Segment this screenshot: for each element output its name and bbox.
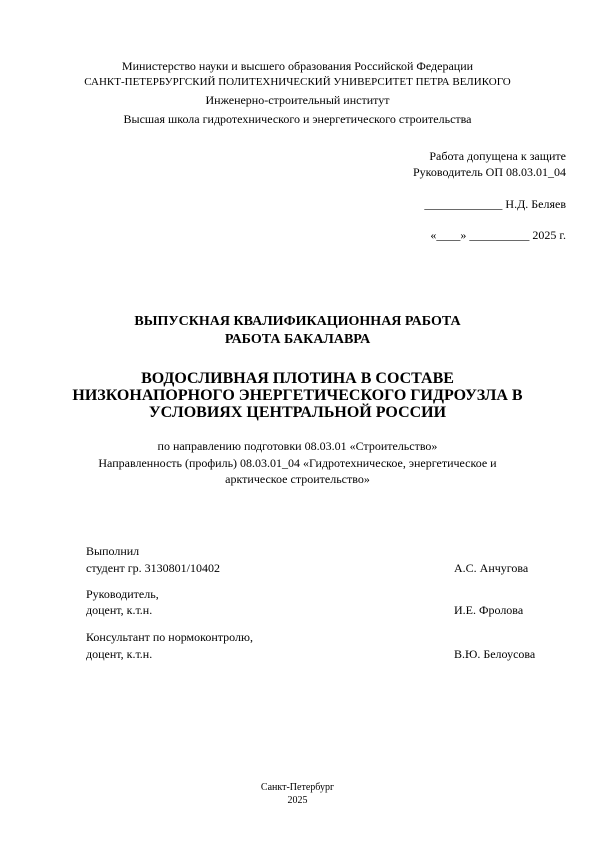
thesis-title-line-2: НИЗКОНАПОРНОГО ЭНЕРГЕТИЧЕСКОГО ГИДРОУЗЛА В	[72, 387, 523, 404]
consultant-role: Консультант по нормоконтролю,	[86, 630, 253, 644]
approval-date: «____» __________ 2025 г.	[430, 228, 566, 242]
thesis-title-line-1: ВОДОСЛИВНАЯ ПЛОТИНА В СОСТАВЕ	[141, 370, 454, 387]
school-line: Высшая школа гидротехнического и энергетического строительства	[123, 112, 472, 126]
university-line: САНКТ-ПЕТЕРБУРГСКИЙ ПОЛИТЕХНИЧЕСКИЙ УНИВЕРСИТЕТ ПЕТРА ВЕЛИКОГО	[84, 76, 511, 88]
work-type-line-1: ВЫПУСКНАЯ КВАЛИФИКАЦИОННАЯ РАБОТА	[134, 314, 461, 329]
student-name: А.С. Анчугова	[454, 561, 529, 575]
approval-line-2: Руководитель ОП 08.03.01_04	[412, 165, 566, 179]
direction-line-2: Направленность (профиль) 08.03.01_04 «Гидротехническое, энергетическое и	[98, 456, 497, 470]
direction-line-3: арктическое строительство»	[225, 472, 370, 486]
ministry-line: Министерство науки и высшего образования Российской Федерации	[121, 59, 474, 73]
work-type-line-2: РАБОТА БАКАЛАВРА	[224, 332, 371, 347]
institute-line: Инженерно-строительный институт	[205, 93, 390, 107]
footer-year: 2025	[287, 795, 308, 806]
footer-city: Санкт-Петербург	[260, 782, 335, 793]
consultant-title: доцент, к.т.н.	[86, 647, 153, 661]
approval-line-1: Работа допущена к защите	[429, 149, 566, 163]
consultant-name: В.Ю. Белоусова	[454, 647, 536, 661]
supervisor-name: И.Е. Фролова	[454, 603, 524, 617]
direction-line-1: по направлению подготовки 08.03.01 «Строительство»	[157, 439, 438, 453]
approval-signature: _____________ Н.Д. Беляев	[424, 197, 566, 211]
student-role: Выполнил	[86, 544, 140, 558]
supervisor-title: доцент, к.т.н.	[86, 603, 153, 617]
supervisor-role: Руководитель,	[86, 587, 159, 601]
thesis-title-line-3: УСЛОВИЯХ ЦЕНТРАЛЬНОЙ РОССИИ	[148, 404, 447, 421]
student-group: студент гр. 3130801/10402	[86, 561, 221, 575]
